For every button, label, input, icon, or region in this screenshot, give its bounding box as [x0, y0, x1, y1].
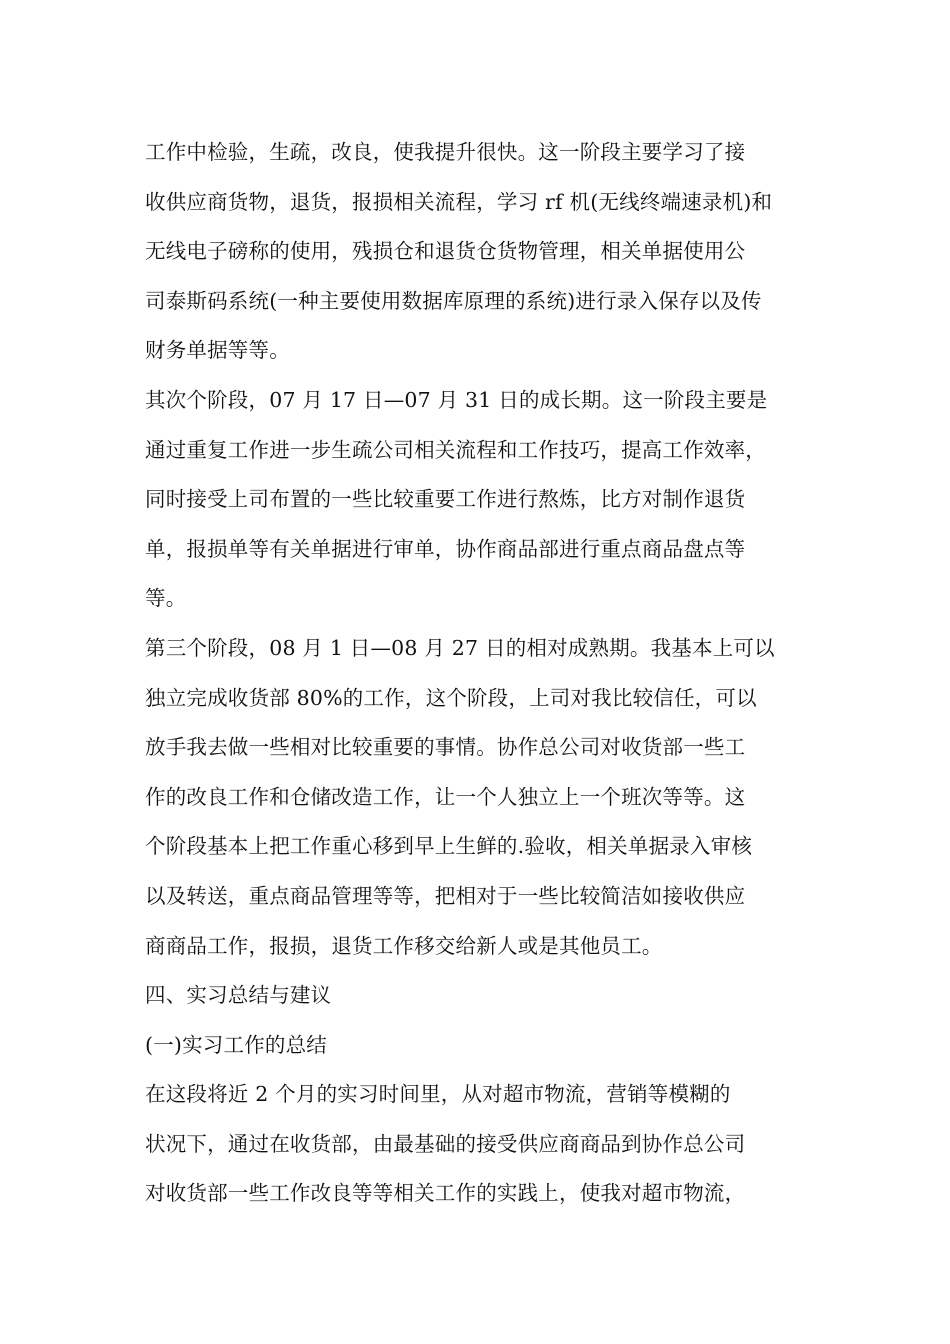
text-line: 其次个阶段，07 月 17 日—07 月 31 日的成长期。这一阶段主要是: [145, 387, 768, 412]
text-line: 第三个阶段，08 月 1 日—08 月 27 日的相对成熟期。我基本上可以: [145, 635, 775, 660]
text-line: 作的改良工作和仓储改造工作，让一个人独立上一个班次等等。这: [145, 784, 746, 809]
text-line: 无线电子磅称的使用，残损仓和退货仓货物管理，相关单据使用公: [145, 239, 746, 264]
text-line: 收供应商货物，退货，报损相关流程，学习 rf 机(无线终端速录机)和: [145, 189, 773, 214]
text-line: 同时接受上司布置的一些比较重要工作进行熬炼，比方对制作退货: [145, 487, 746, 512]
text-line: 工作中检验，生疏，改良，使我提升很快。这一阶段主要学习了接: [145, 140, 746, 164]
text-line: 等。: [145, 586, 187, 611]
text-line: 放手我去做一些相对比较重要的事情。协作总公司对收货部一些工: [145, 735, 746, 760]
section-heading: 四、实习总结与建议: [145, 983, 332, 1008]
text-line: 个阶段基本上把工作重心移到早上生鲜的.验收，相关单据录入审核: [145, 834, 753, 859]
subsection-heading: (一)实习工作的总结: [145, 1032, 327, 1057]
text-line: 单，报损单等有关单据进行审单，协作商品部进行重点商品盘点等: [145, 536, 746, 561]
text-line: 状况下，通过在收货部，由最基础的接受供应商商品到协作总公司: [145, 1131, 746, 1156]
text-line: 独立完成收货部 80%的工作，这个阶段，上司对我比较信任，可以: [145, 685, 757, 710]
body-text: [145, 128, 825, 1219]
text-line: 商商品工作，报损，退货工作移交给新人或是其他员工。: [145, 933, 663, 958]
text-line: 对收货部一些工作改良等等相关工作的实践上，使我对超市物流，: [145, 1181, 746, 1206]
text-line: 财务单据等等。: [145, 338, 290, 363]
text-line: 司泰斯码系统(一种主要使用数据库原理的系统)进行录入保存以及传: [145, 288, 762, 313]
text-line: 在这段将近 2 个月的实习时间里，从对超市物流，营销等模糊的: [145, 1082, 731, 1107]
text-line: 通过重复工作进一步生疏公司相关流程和工作技巧，提高工作效率，: [145, 437, 766, 462]
text-line: 以及转送，重点商品管理等等，把相对于一些比较简洁如接收供应: [145, 883, 746, 908]
